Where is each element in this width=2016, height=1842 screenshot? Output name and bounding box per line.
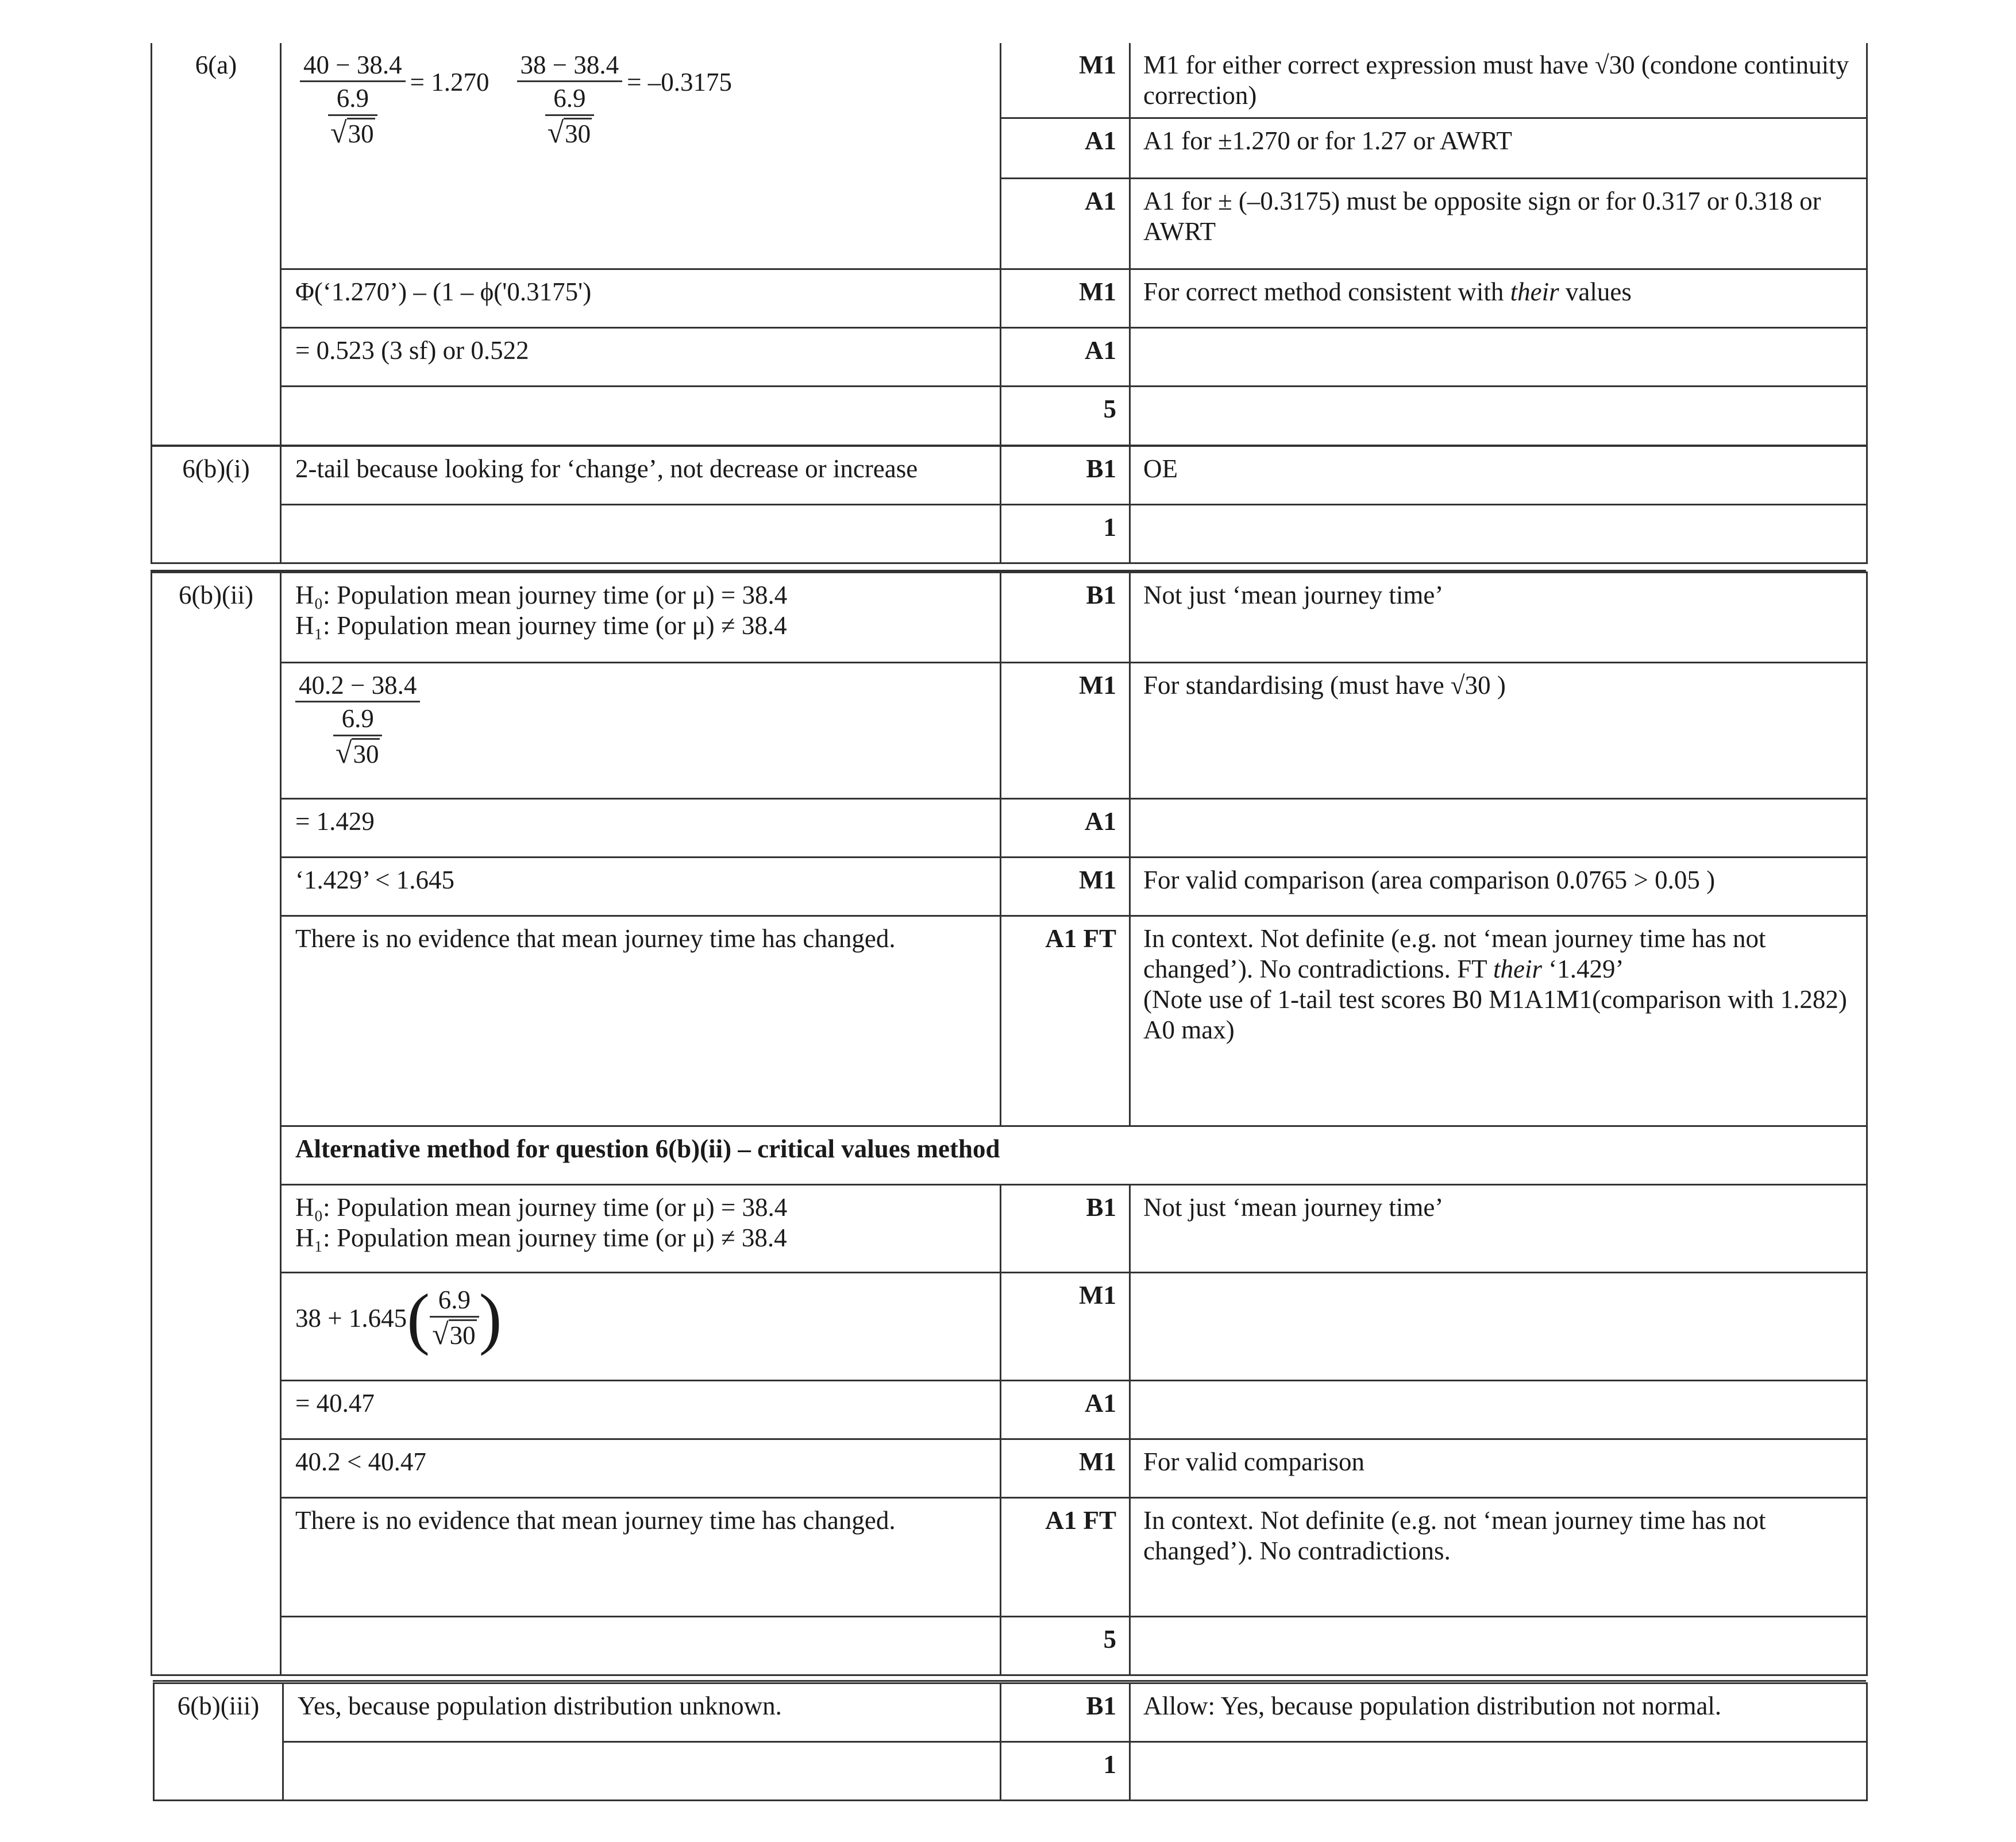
question-label: 6(b)(iii) [154, 1683, 283, 1801]
mark: A1 [1001, 118, 1130, 178]
mark: M1 [1001, 858, 1130, 916]
table-q6bii [151, 571, 1868, 1676]
mark: B1 [1001, 1185, 1130, 1273]
q6bii-z-value: = 1.429 [281, 799, 1001, 858]
guidance: In context. Not definite (e.g. not ‘mean journey time has not changed’). No contradictions. FT their ‘1.429’ (Note use of 1-tail test scores B0 M1A1M1(comparison with 1.282) A0 max) [1130, 916, 1867, 1126]
question-label [152, 43, 281, 445]
cv-fraction: $\frac{6.9}{√30}$ [430, 1284, 479, 1353]
sqrt-icon: √ [335, 737, 352, 770]
mark: M1 [1001, 1439, 1130, 1498]
z1-fraction: $\frac{40 - 38.4}{\frac{6.9}{√30}}$ [300, 50, 406, 151]
z2-fraction: $\frac{38 - 38.4}{\frac{6.9}{√30}}$ [517, 50, 623, 151]
guidance: Not just ‘mean journey time’ [1130, 1185, 1867, 1273]
q6bii-alt-comparison: 40.2 < 40.47 [281, 1439, 1001, 1498]
guidance: For standardising (must have √30 ) [1130, 663, 1867, 799]
q6bii-conclusion: There is no evidence that mean journey time has changed. [281, 916, 1001, 1126]
close-paren-icon: ) [479, 1280, 502, 1356]
sqrt-icon: √ [330, 117, 347, 149]
mark: A1 [1001, 799, 1130, 858]
q6bi-answer: 2-tail because looking for ‘change’, not decrease or increase [281, 446, 1001, 505]
mark: M1 [1001, 269, 1130, 327]
question-label: 6(b)(i) [152, 446, 281, 563]
mark: M1 [1001, 663, 1130, 799]
open-paren-icon: ( [407, 1280, 430, 1356]
mark: A1 [1001, 178, 1130, 269]
total-mark: 5 [1001, 1617, 1130, 1675]
q6a-phi-expression: Φ(‘1.270’) – (1 – ϕ('0.3175') [281, 269, 1001, 327]
mark: B1 [1001, 1683, 1130, 1742]
z2-result: = –0.3175 [627, 68, 733, 96]
q6biii-answer: Yes, because population distribution unknown. [283, 1683, 1001, 1742]
sqrt-icon: √ [547, 117, 564, 149]
alternative-method-heading: Alternative method for question 6(b)(ii) – critical values method [281, 1126, 1867, 1185]
q6bii-alt-conclusion: There is no evidence that mean journey time has changed. [281, 1498, 1001, 1617]
q6a-label: 6(a) [195, 51, 237, 79]
guidance: For correct method consistent with their values [1130, 269, 1867, 327]
guidance: A1 for ± (–0.3175) must be opposite sign or for 0.317 or 0.318 or AWRT [1130, 178, 1867, 269]
alt-h0-statement: H₀: Population mean journey time (or μ) = 38.4 [295, 1193, 788, 1222]
total-mark: 5 [1001, 386, 1130, 445]
guidance: A1 for ±1.270 or for 1.27 or AWRT [1130, 118, 1867, 178]
q6bii-critical-value: = 40.47 [281, 1381, 1001, 1439]
q6bii-alt-hypotheses [281, 1185, 1001, 1273]
question-label: 6(b)(ii) [152, 573, 281, 1675]
section-divider [153, 1680, 1866, 1682]
q6a-expressions [295, 50, 986, 151]
guidance: OE [1130, 446, 1867, 505]
guidance: For valid comparison [1130, 1439, 1867, 1498]
mark: A1 FT [1001, 916, 1130, 1126]
q6a-working [281, 43, 1001, 269]
sqrt-icon: √ [432, 1318, 449, 1351]
q6bii-comparison: ‘1.429’ < 1.645 [281, 858, 1001, 916]
guidance: Allow: Yes, because population distribution not normal. [1130, 1683, 1867, 1742]
mark: M1 [1001, 1273, 1130, 1381]
guidance: For valid comparison (area comparison 0.0765 > 0.05 ) [1130, 858, 1867, 916]
q6a-probability: = 0.523 (3 sf) or 0.522 [281, 327, 1001, 386]
table-q6biii [153, 1682, 1868, 1801]
mark: M1 [1001, 43, 1130, 118]
q6bii-critical-value-expression: 38 + 1.645 ( $\frac{6.9}{√30}$ ) [281, 1273, 1001, 1381]
q6bii-hypotheses [281, 573, 1001, 663]
mark: A1 [1001, 1381, 1130, 1439]
table-q6bi [151, 445, 1868, 564]
mark: B1 [1001, 573, 1130, 663]
q6bii-standardise [281, 663, 1001, 799]
total-mark: 1 [1001, 505, 1130, 563]
std-fraction: $\frac{40.2 - 38.4}{\frac{6.9}{√30}}$ [295, 670, 420, 771]
z1-result: = 1.270 [410, 68, 489, 96]
h1-statement: H₁: Population mean journey time (or μ) ≠ 38.4 [295, 611, 787, 640]
h0-statement: H₀: Population mean journey time (or μ) = 38.4 [295, 581, 788, 609]
guidance: M1 for either correct expression must have √30 (condone continuity correction) [1130, 43, 1867, 118]
mark: B1 [1001, 446, 1130, 505]
guidance: In context. Not definite (e.g. not ‘mean journey time has not changed’). No contradictions. [1130, 1498, 1867, 1617]
alt-h1-statement: H₁: Population mean journey time (or μ) ≠ 38.4 [295, 1223, 787, 1252]
emphasis-their: their [1510, 277, 1559, 306]
mark: A1 FT [1001, 1498, 1130, 1617]
table-q6a [151, 43, 1868, 446]
guidance: Not just ‘mean journey time’ [1130, 573, 1867, 663]
mark: A1 [1001, 327, 1130, 386]
total-mark: 1 [1001, 1742, 1130, 1801]
